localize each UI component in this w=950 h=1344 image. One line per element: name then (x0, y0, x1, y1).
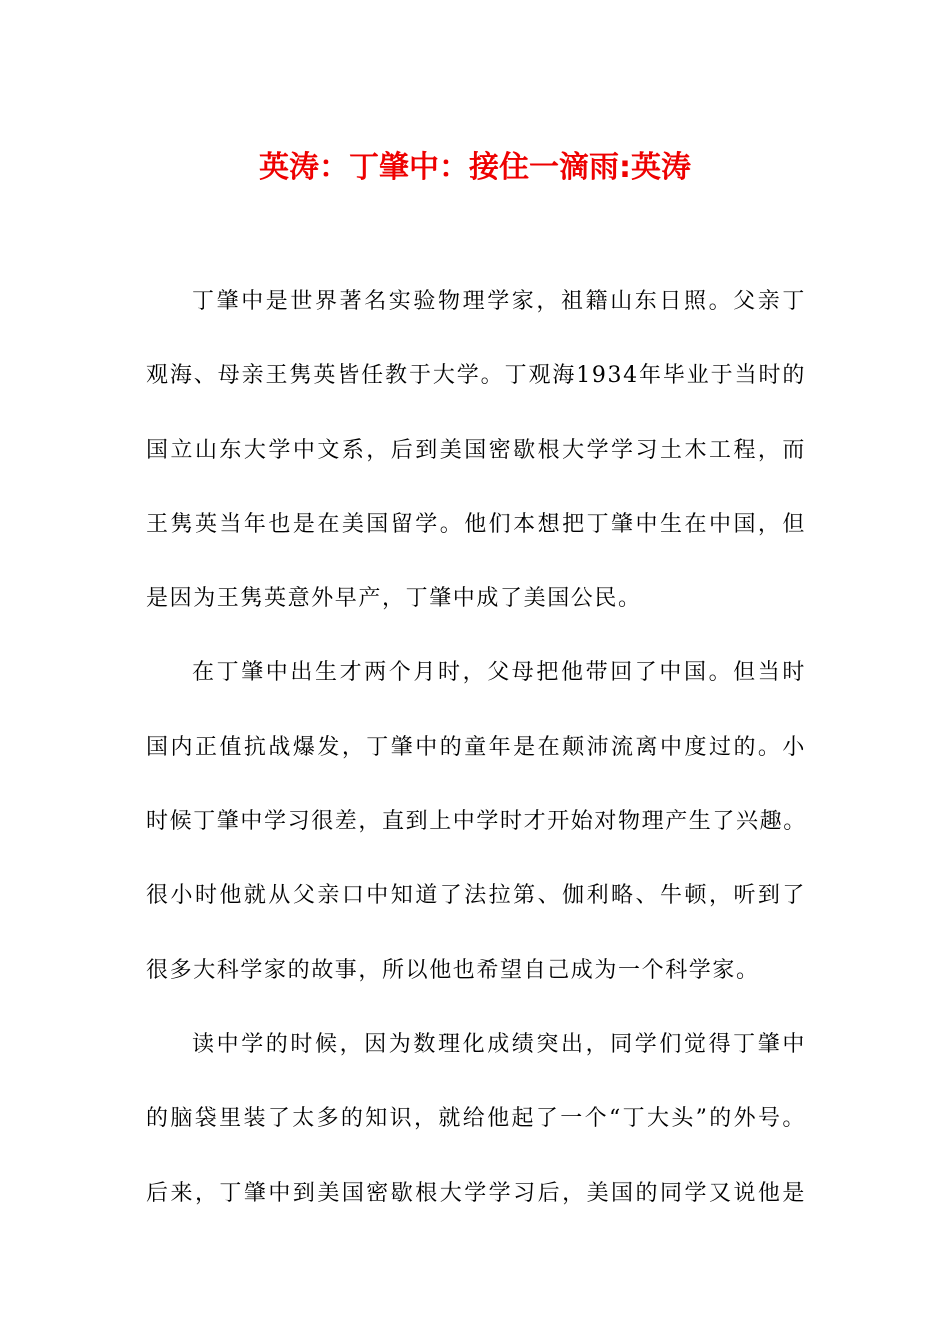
text-line: 王隽英当年也是在美国留学。他们本想把丁肇中生在中国，但 (146, 511, 806, 537)
text-line: 的脑袋里装了太多的知识，就给他起了一个“丁大头”的外号。 (146, 1106, 806, 1132)
paragraph-1 (146, 280, 806, 651)
paragraph-3 (146, 1023, 806, 1246)
text-line: 观海、母亲王隽英皆任教于大学。丁观海1934年毕业于当时的 (146, 363, 806, 389)
text-line: 国内正值抗战爆发，丁肇中的童年是在颠沛流离中度过的。小 (146, 734, 806, 760)
paragraph-2 (146, 651, 806, 1022)
text-line: 时候丁肇中学习很差，直到上中学时才开始对物理产生了兴趣。 (146, 809, 807, 835)
text-line: 国立山东大学中文系，后到美国密歇根大学学习土木工程，而 (146, 437, 806, 463)
document-body (146, 280, 806, 1246)
document-title: 英涛：丁肇中：接住一滴雨:英涛 (259, 150, 691, 185)
text-line: 后来，丁肇中到美国密歇根大学学习后，美国的同学又说他是 (146, 1180, 806, 1206)
text-line: 很多大科学家的故事，所以他也希望自己成为一个科学家。 (146, 957, 760, 983)
text-line: 在丁肇中出生才两个月时，父母把他带回了中国。但当时 (192, 660, 806, 686)
text-line: 读中学的时候，因为数理化成绩突出，同学们觉得丁肇中 (192, 1031, 806, 1057)
text-line: 丁肇中是世界著名实验物理学家，祖籍山东日照。父亲丁 (192, 289, 806, 314)
text-line: 很小时他就从父亲口中知道了法拉第、伽利略、牛顿，听到了 (146, 883, 806, 909)
text-line: 是因为王隽英意外早产，丁肇中成了美国公民。 (146, 586, 642, 612)
